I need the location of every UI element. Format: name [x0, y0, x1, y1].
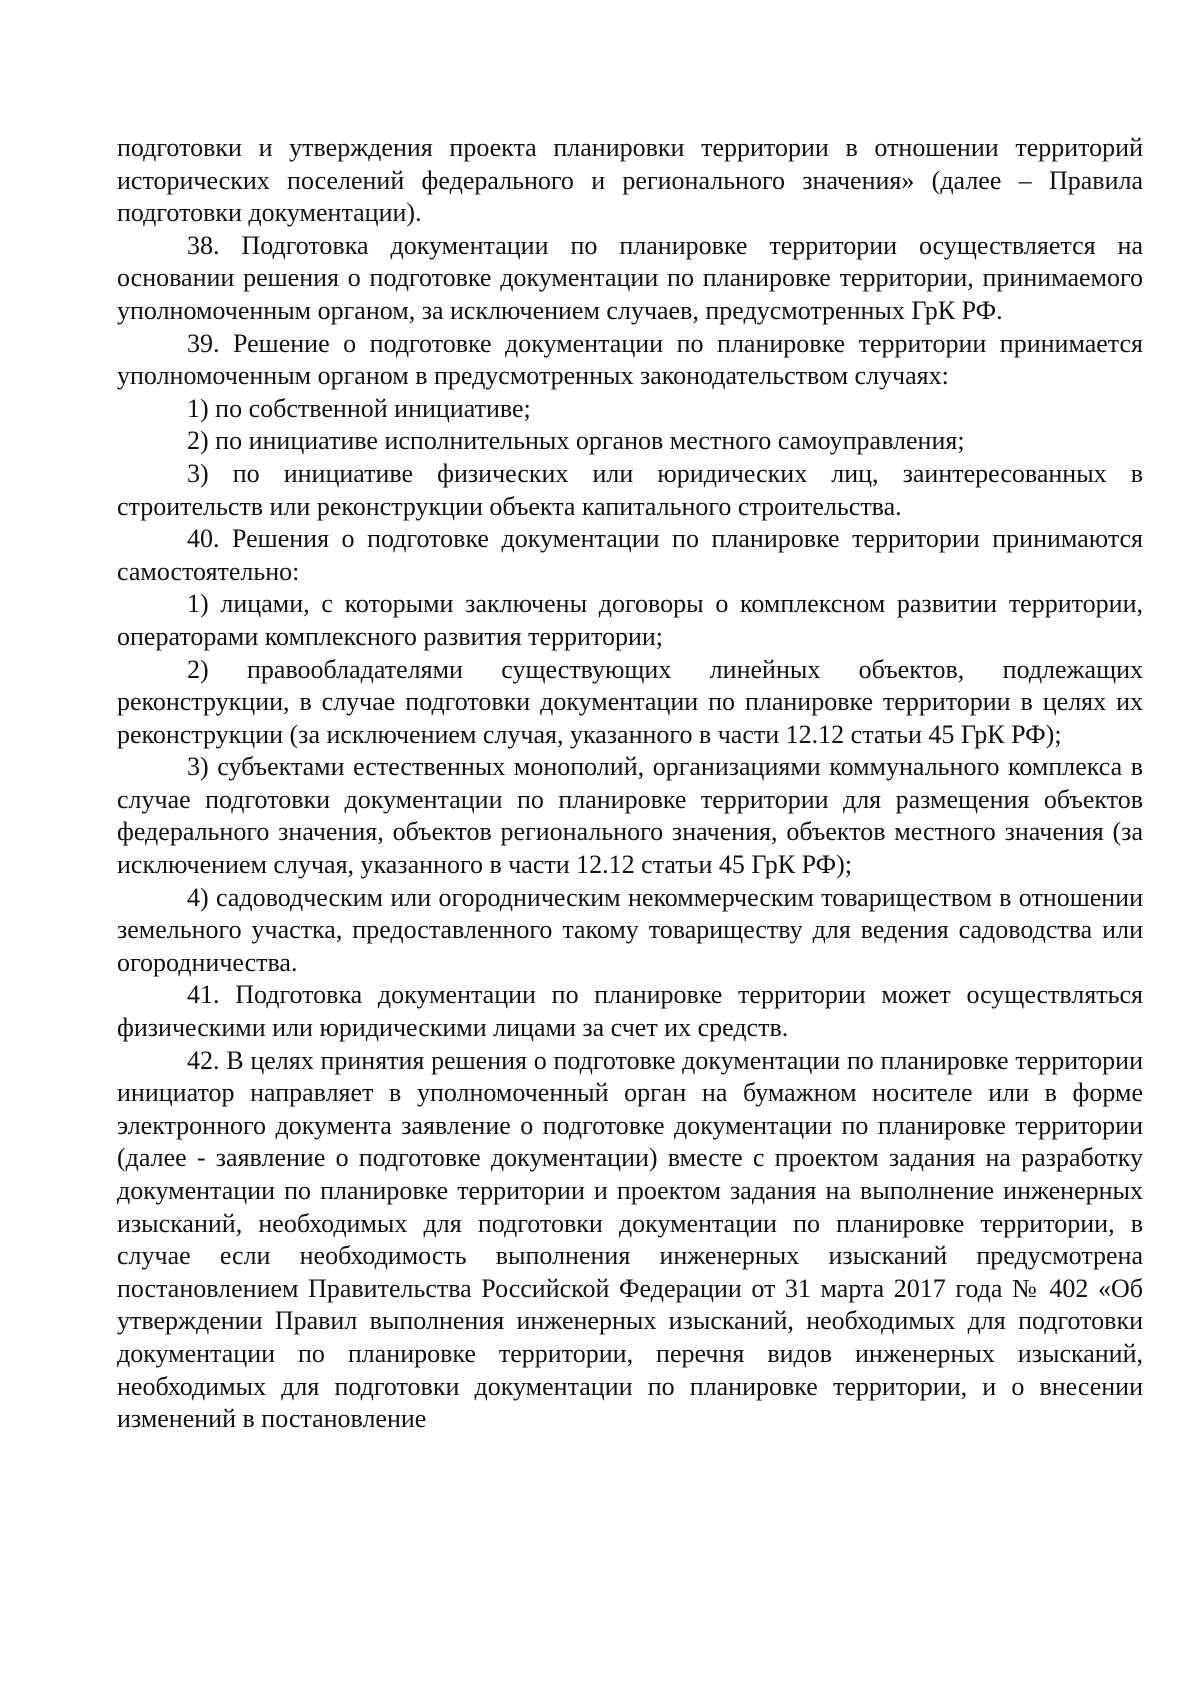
paragraph-39-item-3: 3) по инициативе физических или юридических лиц, заинтересованных в строительств или реконструкции объекта капитального строительства.	[117, 458, 1143, 521]
paragraph-intro-continuation: подготовки и утверждения проекта планировки территории в отношении территорий исторических поселений федерального и регионального значения» (далее – Правила подготовки документации).	[117, 133, 1143, 228]
paragraph-41: 41. Подготовка документации по планировке территории может осуществляться физическими или юридическими лицами за счет их средств.	[117, 980, 1143, 1043]
paragraph-40: 40. Решения о подготовке документации по планировке территории принимаются самостоятельно:	[117, 524, 1143, 586]
paragraph-38: 38. Подготовка документации по планировке территории осуществляется на основании решения о подготовке документации по планировке территории, принимаемого уполномоченным органом, за исключением случаев, предусмотренных ГрК РФ.	[117, 230, 1143, 325]
paragraph-40-item-1: 1) лицами, с которыми заключены договоры о комплексном развитии территории, операторами комплексного развития территории;	[117, 589, 1143, 651]
paragraph-40-item-4: 4) садоводческим или огородническим некоммерческим товариществом в отношении земельного участка, предоставленного такому товариществу для ведения садоводства или огородничества.	[117, 882, 1143, 977]
paragraph-42: 42. В целях принятия решения о подготовке документации по планировке территории инициатор направляет в уполномоченный орган на бумажном носителе или в форме электронного документа заявление о подготовке документации по планировке территории (далее - заявление о подготовке документации) вместе с проектом задания на разработку документации по планировке территории и проектом задания на выполнение инженерных изысканий, необходимых для подготовки документации по планировке территории, в случае если необходимость выполнения инженерных изысканий предусмотрена постановлением Правительства Российской Федерации от 31 марта 2017 года № 402 «Об утверждении Правил выполнения инженерных изысканий, необходимых для подготовки документации по планировке территории, перечня видов инженерных изысканий, необходимых для подготовки документации по планировке территории, и о внесении изменений в постановление	[117, 1045, 1143, 1434]
paragraph-40-item-3: 3) субъектами естественных монополий, организациями коммунального комплекса в случае подготовки документации по планировке территории для размещения объектов федерального значения, объектов регионального значения, объектов местного значения (за исключением случая, указанного в части 12.12 статьи 45 ГрК РФ);	[117, 752, 1143, 880]
paragraph-39-item-1: 1) по собственной инициативе;	[187, 393, 531, 423]
paragraph-40-item-2: 2) правообладателями существующих линейных объектов, подлежащих реконструкции, в случае подготовки документации по планировке территории в целях их реконструкции (за исключением случая, указанного в части 12.12 статьи 45 ГрК РФ);	[117, 654, 1143, 749]
paragraph-39: 39. Решение о подготовке документации по планировке территории принимается уполномоченным органом в предусмотренных законодательством случаях:	[117, 328, 1143, 391]
paragraph-39-item-2: 2) по инициативе исполнительных органов местного самоуправления;	[187, 426, 965, 456]
